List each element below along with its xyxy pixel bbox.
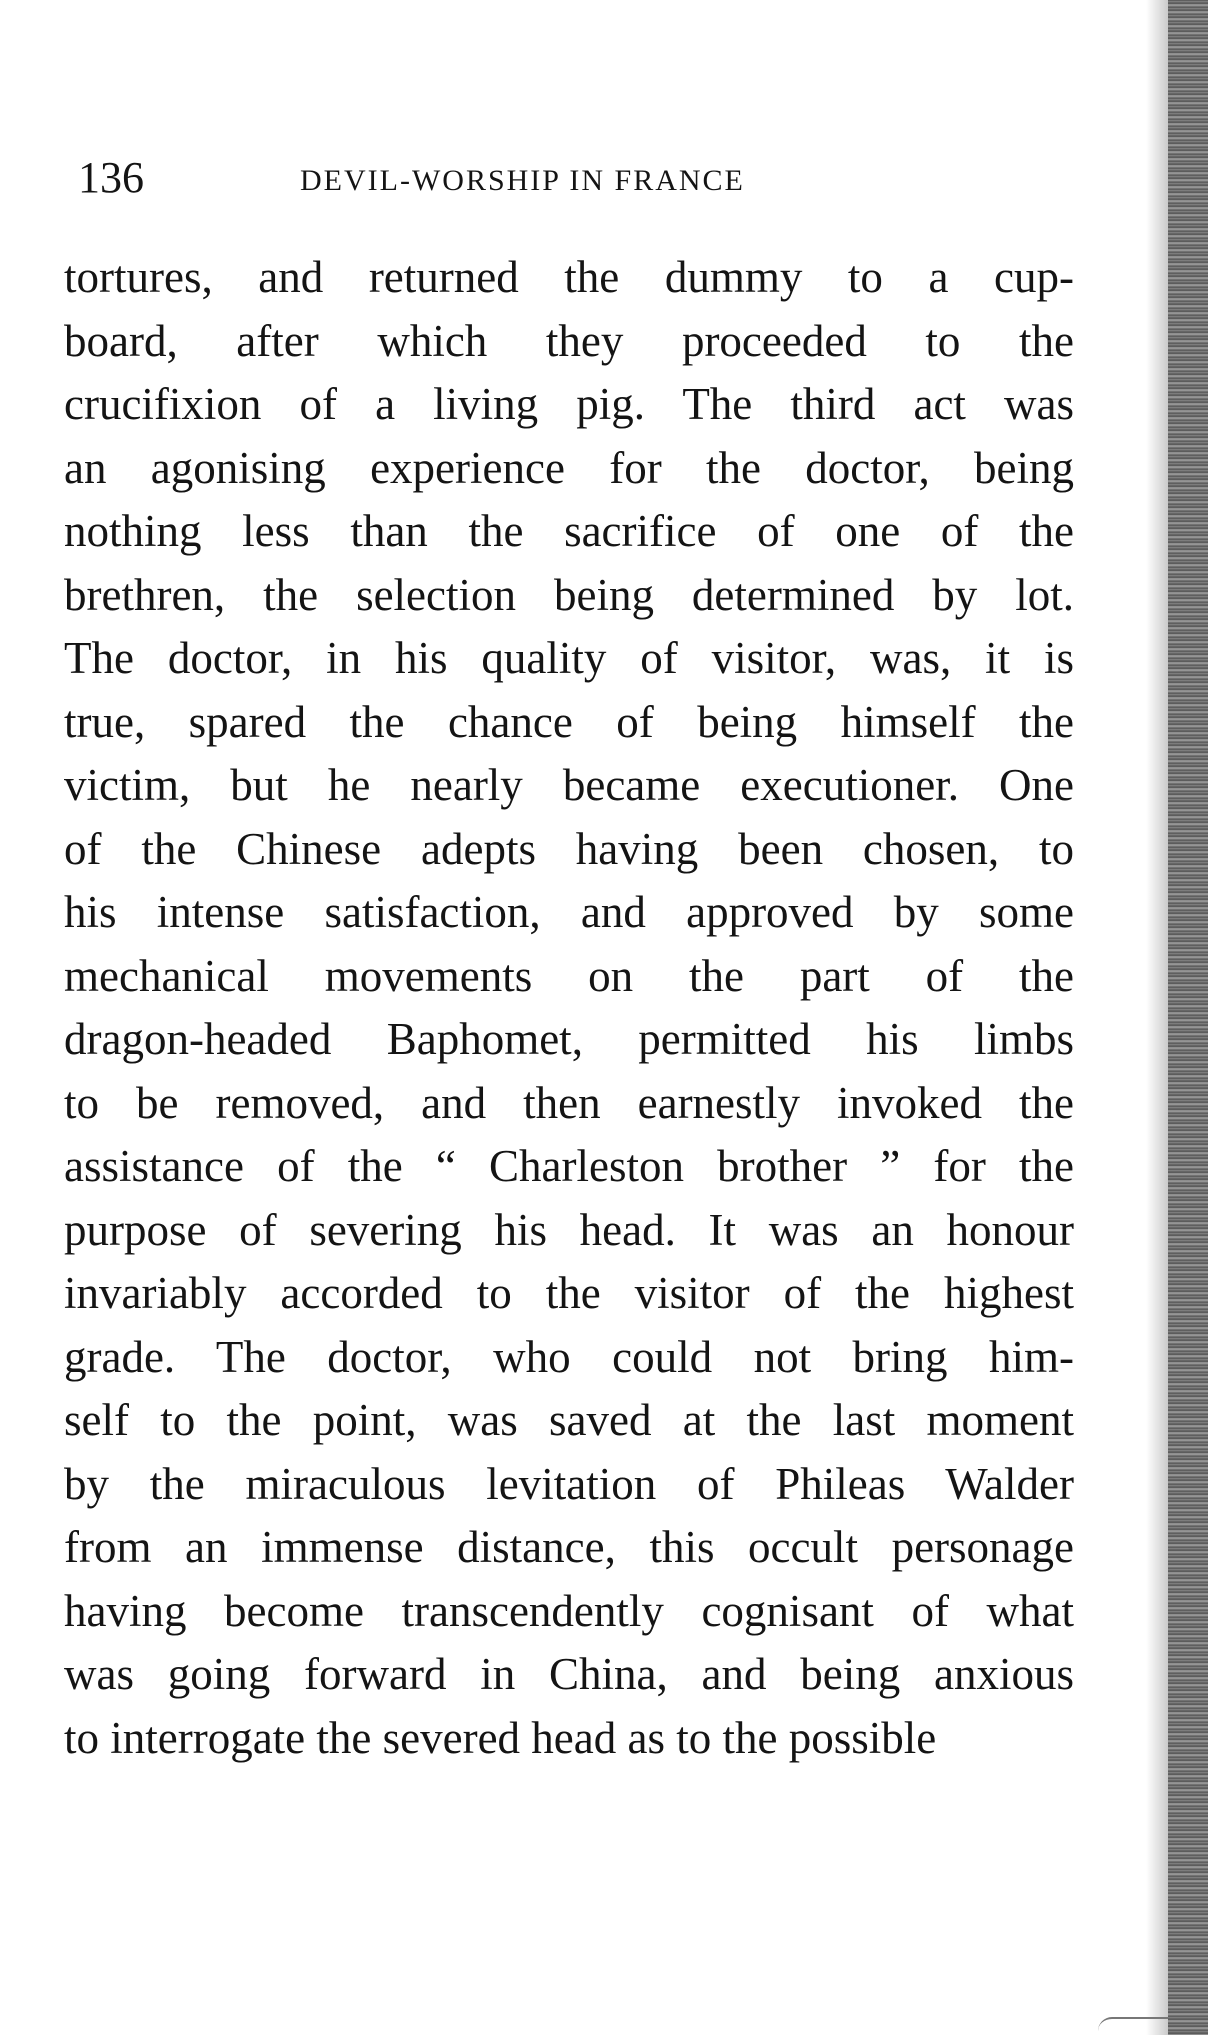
text-line: to be removed, and then earnestly invoked the (64, 1077, 1074, 1128)
page-edge-shadow (1146, 0, 1168, 2035)
body-text (64, 246, 1074, 1770)
page-edge-texture (1168, 0, 1208, 2035)
text-line: The doctor, in his quality of visitor, was, it is (64, 633, 1074, 683)
text-line: brethren, the selection being determined by lot. (64, 569, 1074, 620)
text-line: invariably accorded to the visitor of the highest (64, 1268, 1074, 1318)
text-line: by the miraculous levitation of Phileas Walder (64, 1458, 1074, 1509)
text-line: crucifixion of a living pig. The third act was (64, 379, 1074, 429)
text-line: board, after which they proceeded to the (64, 315, 1074, 366)
page-number: 136 (78, 153, 144, 202)
text-line: tortures, and returned the dummy to a cup- (64, 252, 1074, 302)
text-line: nothing less than the sacrifice of one of the (64, 506, 1074, 556)
text-line: an agonising experience for the doctor, being (64, 442, 1074, 493)
text-line: mechanical movements on the part of the (64, 950, 1074, 1001)
text-line: from an immense distance, this occult personage (64, 1522, 1074, 1572)
text-line: victim, but he nearly became executioner. One (64, 760, 1074, 810)
text-line: grade. The doctor, who could not bring him- (64, 1331, 1074, 1382)
text-line: was going forward in China, and being anxious (64, 1649, 1074, 1699)
text-line: to interrogate the severed head as to the possible (64, 1712, 937, 1763)
text-line: self to the point, was saved at the last moment (64, 1395, 1074, 1445)
running-head: DEVIL-WORSHIP IN FRANCE (300, 164, 745, 197)
text-line: having become transcendently cognisant of what (64, 1585, 1074, 1636)
text-line: purpose of severing his head. It was an honour (64, 1204, 1074, 1255)
text-line: of the Chinese adepts having been chosen, to (64, 823, 1074, 874)
text-line: dragon-headed Baphomet, permitted his limbs (64, 1014, 1074, 1064)
text-line: assistance of the “ Charleston brother ” for the (64, 1141, 1074, 1191)
page-header (78, 152, 1078, 212)
page-corner-curl (1098, 2017, 1168, 2031)
text-line: his intense satisfaction, and approved by some (64, 887, 1074, 937)
text-line: true, spared the chance of being himself the (64, 696, 1074, 747)
